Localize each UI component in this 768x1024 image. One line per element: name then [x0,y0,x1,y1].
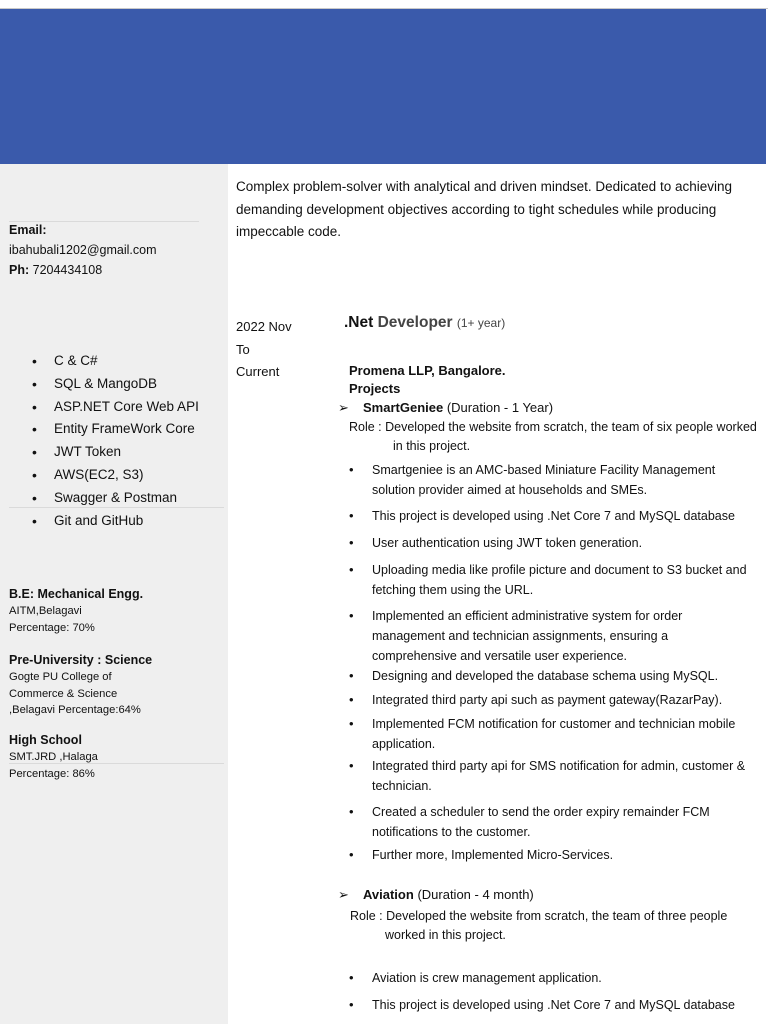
skills-list [32,350,199,532]
skill-item: • JWT Token [32,441,199,464]
date-end: Current [236,364,280,379]
email-address: ibahubali1202@gmail.com [9,243,157,257]
education-line: ,Belagavi Percentage:64% [9,704,141,716]
education-item-be [9,585,143,636]
list-item: • Integrated third party api such as payment gateway(RazarPay). [349,690,754,710]
skill-item: • AWS(EC2, S3) [32,464,199,487]
projects-heading: Projects [349,381,401,396]
company-block [349,362,506,398]
education-item-school [9,731,98,782]
education-line: Percentage: 70% [9,621,95,634]
role-line: worked in this project. [385,927,506,942]
contact-block [9,220,157,280]
skill-item: • ASP.NET Core Web API [32,396,199,419]
education-degree: High School [9,733,82,747]
list-item: • Aviation is crew management application. [349,968,754,988]
project-name: SmartGeniee [363,400,444,415]
job-title-prefix: .Net [344,314,374,331]
project-name: Aviation [363,887,414,902]
skill-item: • Swagger & Postman [32,487,199,510]
email-label: Email: [9,223,47,237]
list-item: • Implemented an efficient administrative system for order management and technician assignments, ensuring a comprehensive and versatile user experience. [349,606,754,666]
project-role [349,418,757,455]
education-line: Commerce & Science [9,687,118,700]
education-line: Gogte PU College of [9,671,112,683]
list-item: • Designing and developed the database schema using MySQL. [349,666,754,686]
education-line: Percentage: 86% [9,767,95,780]
list-item: • User authentication using JWT token generation. [349,533,754,553]
phone-label: Ph: [9,263,30,277]
role-line: in this project. [393,438,471,453]
list-item: • This project is developed using .Net Core 7 and MySQL database [349,506,754,526]
date-start: 2022 Nov [236,319,292,334]
list-item: • Uploading media like profile picture and document to S3 bucket and fetching them using the URL. [349,560,754,600]
skill-item: • SQL & MangoDB [32,373,199,396]
project-duration: (Duration - 1 Year) [446,400,554,415]
company-name: Promena LLP, Bangalore. [349,363,506,378]
list-item: • Implemented FCM notification for customer and technician mobile application. [349,714,754,754]
list-item: • Further more, Implemented Micro-Services. [349,845,754,865]
project-duration: (Duration - 4 month) [417,887,534,902]
education-degree: B.E: Mechanical Engg. [9,587,144,601]
project-title-smartgeniee [338,400,553,416]
date-to: To [236,341,250,357]
profile-summary: Complex problem-solver with analytical and driven mindset. Dedicated to achieving demanding development objectives according to tight schedules while producing impeccable code. [236,179,732,239]
skill-item: • Entity FrameWork Core [32,418,199,441]
list-item: • Created a scheduler to send the order expiry remainder FCM notifications to the customer. [349,802,754,842]
list-item: • Integrated third party api for SMS notification for admin, customer & technician. [349,756,754,796]
skill-item: • C & C# [32,350,199,373]
job-title-role: Developer [377,314,453,331]
project-role [350,907,727,944]
education-item-puc [9,651,152,719]
project-title-aviation [338,887,534,903]
job-title-duration: (1+ year) [456,316,506,330]
header-banner [0,9,766,164]
list-item: • Smartgeniee is an AMC-based Miniature Facility Management solution provider aimed at households and SMEs. [349,460,754,500]
phone-number: 7204434108 [32,263,103,277]
arrow-bullet-icon: ➢ [338,400,349,415]
experience-dates [236,316,292,384]
list-item: • This project is developed using .Net Core 7 and MySQL database [349,995,754,1015]
arrow-bullet-icon: ➢ [338,887,349,902]
education-degree: Pre-University : Science [9,653,153,667]
role-line: Role : Developed the website from scratch, the team of six people worked [349,420,757,434]
education-line: SMT.JRD ,Halaga [9,751,98,763]
job-title [344,314,505,332]
skill-item: • Git and GitHub [32,510,199,533]
education-line: AITM,Belagavi [9,605,82,617]
role-line: Role : Developed the website from scratch, the team of three people [350,909,728,923]
